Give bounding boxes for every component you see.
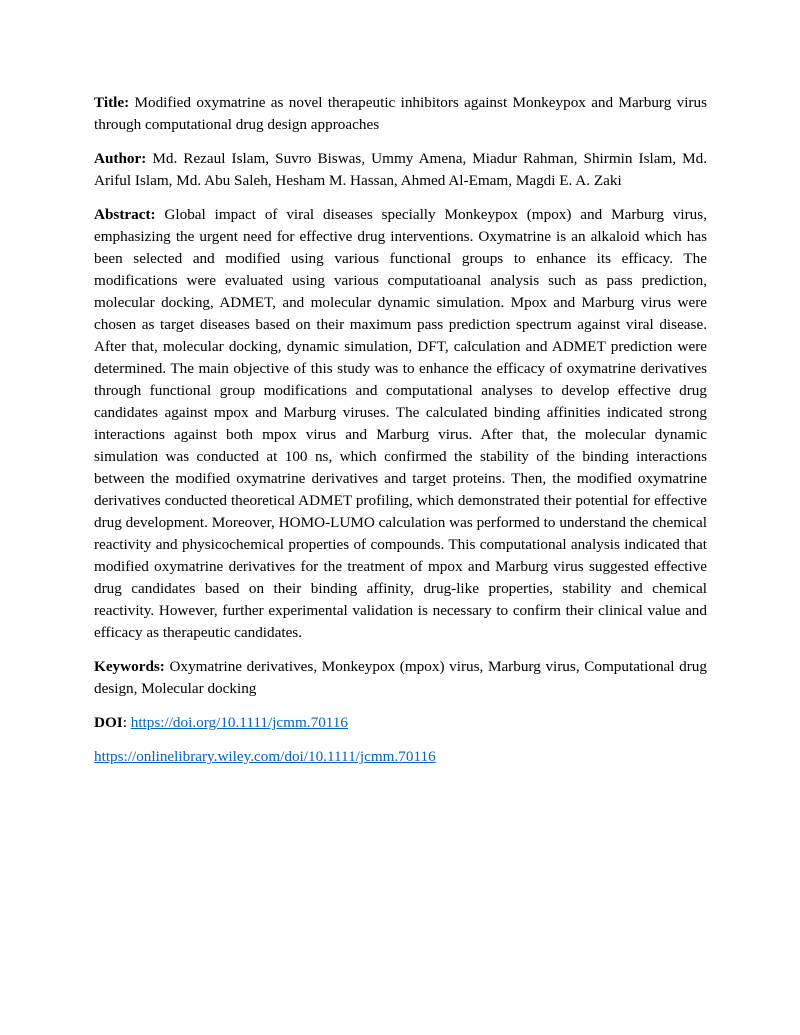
- doi-separator: :: [122, 714, 131, 731]
- title-text: Modified oxymatrine as novel therapeutic inhibitors against Monkeypox and Marburg virus through computational drug design approaches: [94, 94, 707, 133]
- abstract-paragraph: [94, 204, 707, 644]
- doi-label: DOI: [94, 714, 123, 731]
- abstract-text: Global impact of viral diseases specially Monkeypox (mpox) and Marburg virus, emphasizing the urgent need for effective drug interventions. Oxymatrine is an alkaloid which has been selected and modified using various functional groups to enhance its efficacy. The modifications were evaluated using various computatioanal analysis such as pass prediction, molecular docking, ADMET, and molecular dynamic simulation. Mpox and Marburg virus were chosen as target diseases based on their maximum pass prediction spectrum against viral disease. After that, molecular docking, dynamic simulation, DFT, calculation and ADMET prediction were determined. The main objective of this study was to enhance the efficacy of oxymatrine derivatives through functional group modifications and computational analyses to develop effective drug candidates against mpox and Marburg viruses. The calculated binding affinities indicated strong interactions against both mpox virus and Marburg virus. After that, the molecular dynamic simulation was conducted at 100 ns, which confirmed the stability of the binding interactions between the modified oxymatrine derivatives and target proteins. Then, the modified oxymatrine derivatives conducted theoretical ADMET profiling, which demonstrated their potential for effective drug development. Moreover, HOMO-LUMO calculation was performed to understand the chemical reactivity and physicochemical properties of compounds. This computational analysis indicated that modified oxymatrine derivatives for the treatment of mpox and Marburg virus suggested effective drug candidates based on their binding affinity, drug-like properties, stability and chemical reactivity. However, further experimental validation is necessary to confirm their clinical value and efficacy as therapeutic candidates.: [94, 206, 707, 641]
- author-text: Md. Rezaul Islam, Suvro Biswas, Ummy Amena, Miadur Rahman, Shirmin Islam, Md. Ariful Islam, Md. Abu Saleh, Hesham M. Hassan, Ahmed Al-Emam, Magdi E. A. Zaki: [94, 150, 707, 189]
- author-label: Author:: [94, 150, 147, 167]
- keywords-paragraph: [94, 656, 707, 700]
- doi-paragraph: [94, 712, 707, 734]
- keywords-text: Oxymatrine derivatives, Monkeypox (mpox) virus, Marburg virus, Computational drug design, Molecular docking: [94, 658, 707, 697]
- library-link[interactable]: https://onlinelibrary.wiley.com/doi/10.1111/jcmm.70116: [94, 748, 436, 765]
- title-paragraph: [94, 92, 707, 136]
- keywords-label: Keywords:: [94, 658, 165, 675]
- abstract-label: Abstract:: [94, 206, 156, 223]
- title-label: Title:: [94, 94, 130, 111]
- doi-link[interactable]: https://doi.org/10.1111/jcmm.70116: [130, 714, 348, 731]
- library-link-paragraph: [94, 746, 707, 768]
- document-page: [94, 92, 707, 780]
- author-paragraph: [94, 148, 707, 192]
